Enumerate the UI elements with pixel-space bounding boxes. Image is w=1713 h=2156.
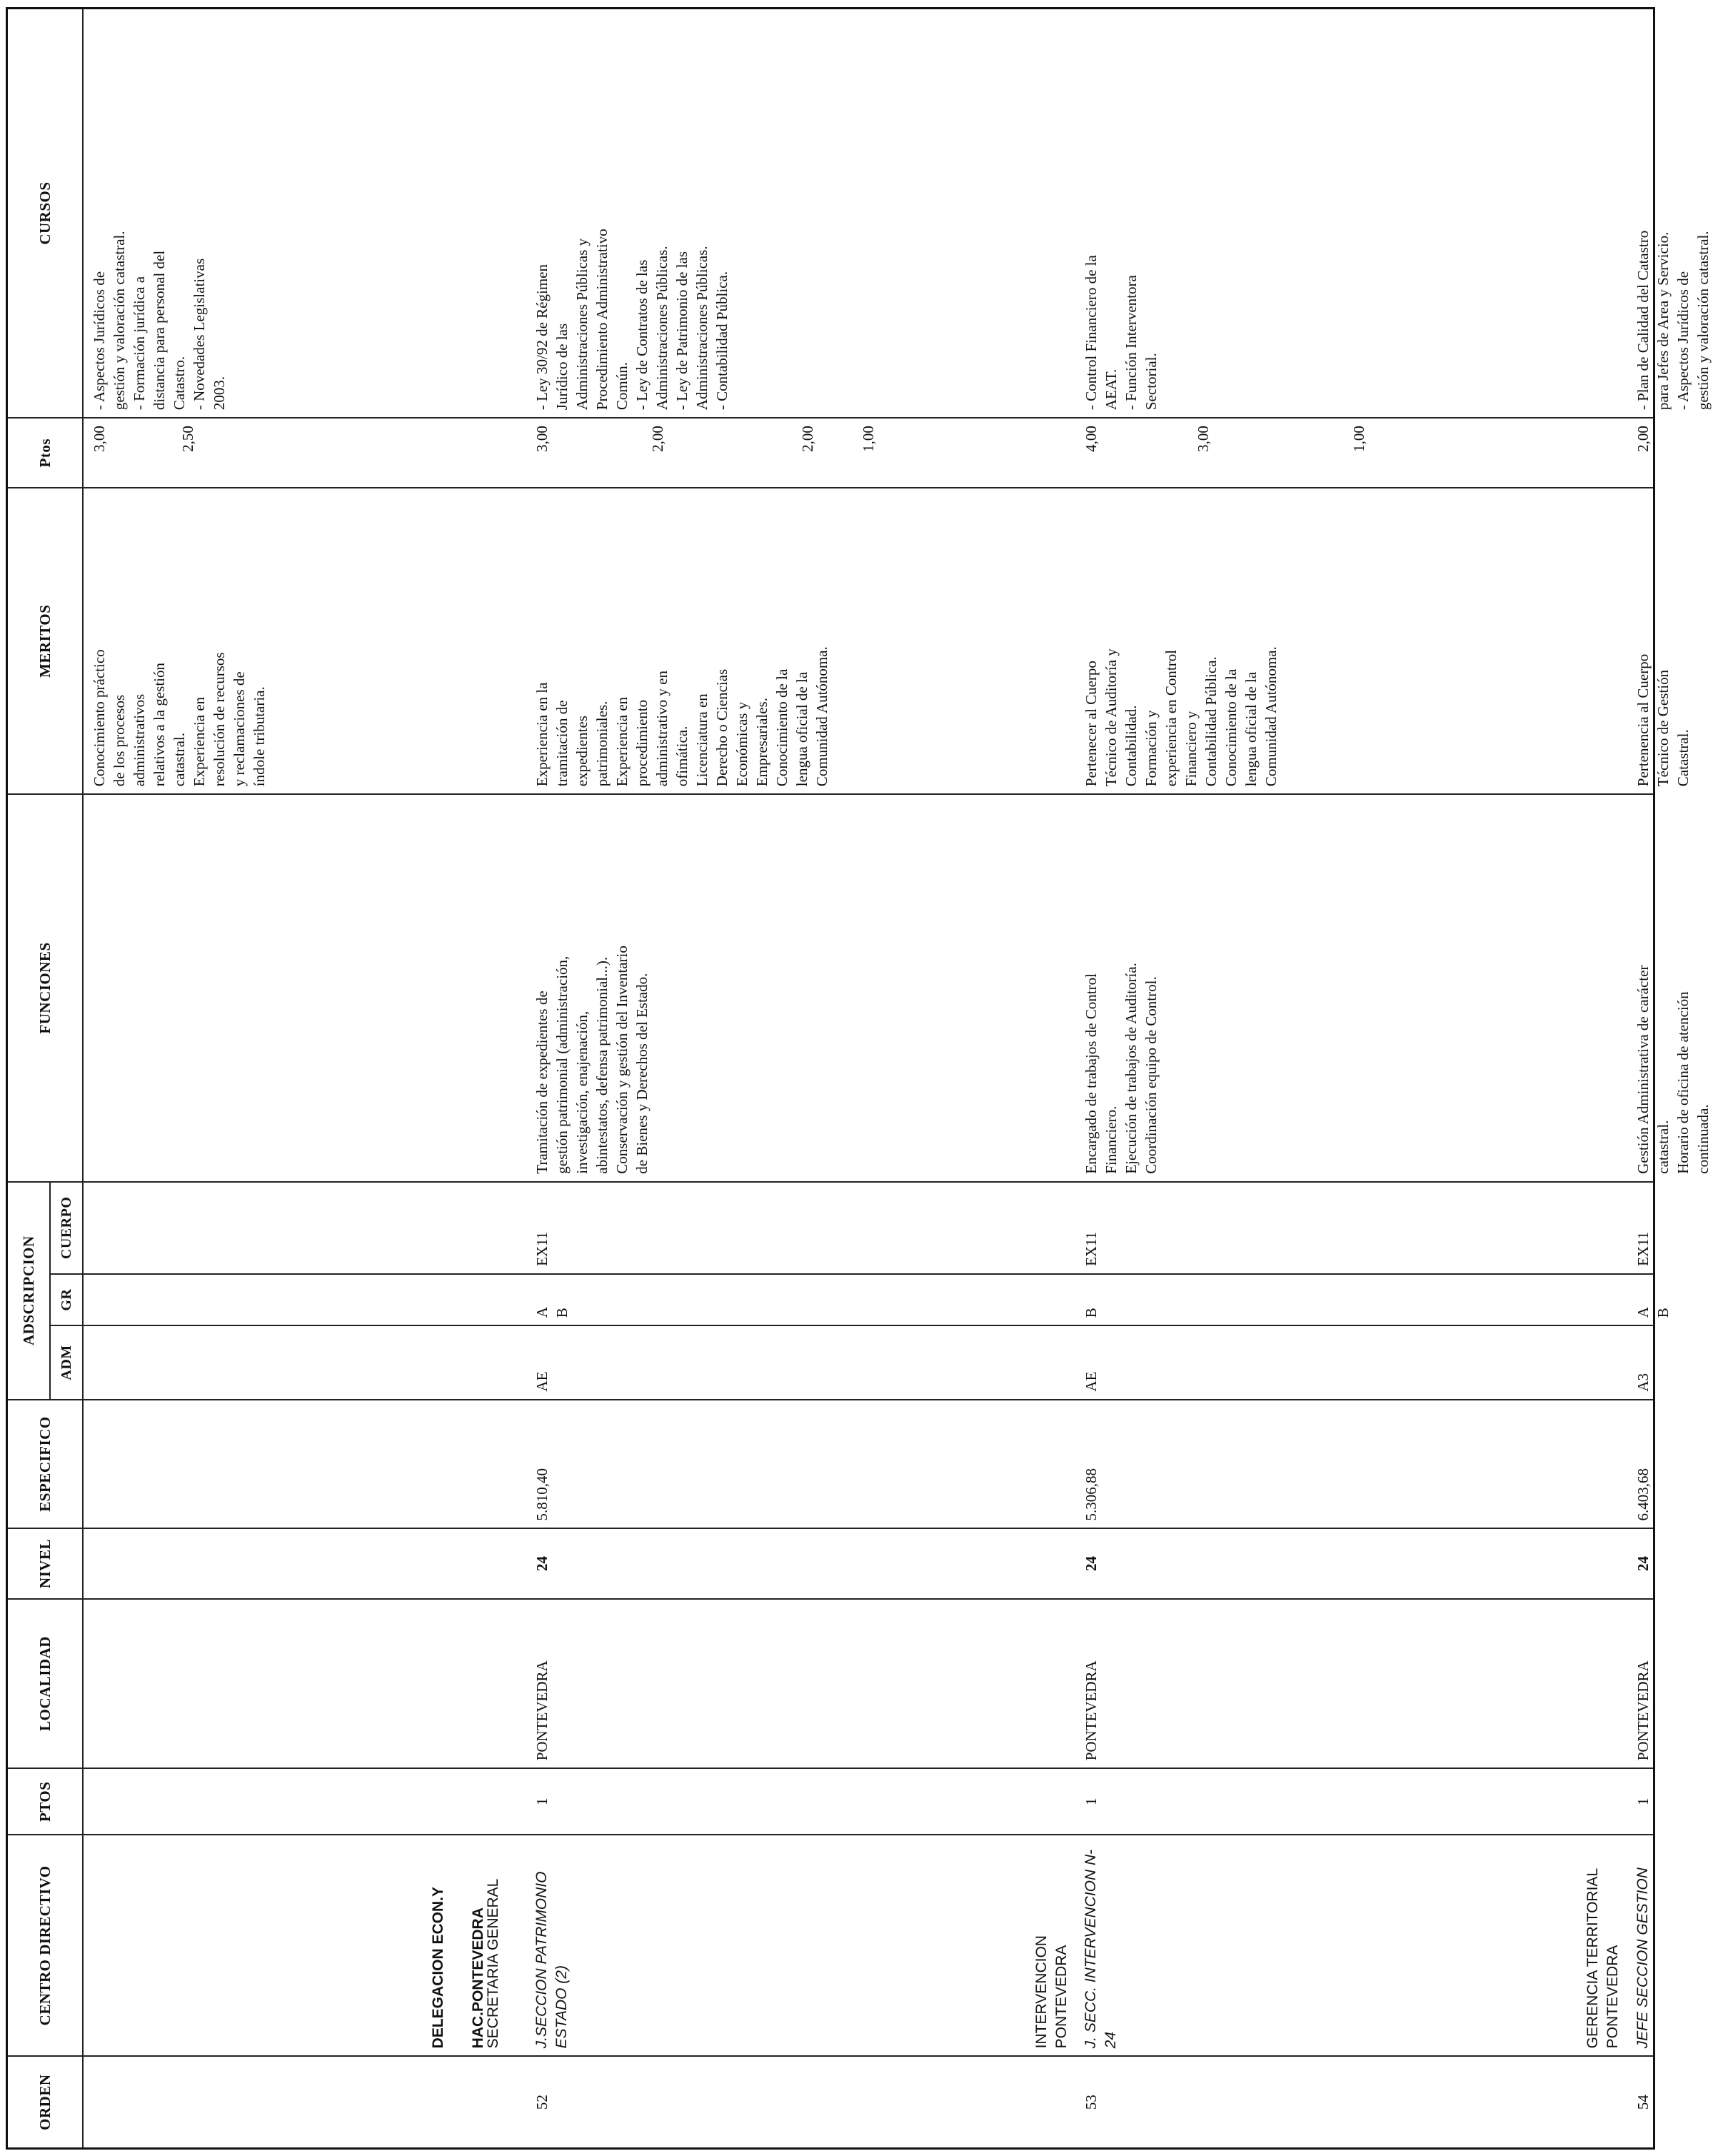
orden-54: 54 [1634,2095,1652,2110]
funciones-52: Tramitación de expedientes de gestión patrimonial (administración, investigación, enajenación, abintestatos, defensa patrimonial...). Conservación y gestión del Inventario de Bienes y Derechos del Estado. [533,946,651,1174]
col-cursos [83,9,1712,418]
col-adm [83,1325,1654,1399]
pts-52-3: 2,00 [799,426,817,452]
header-cuerpo: CUERPO [50,1182,83,1274]
localidad-52: PONTEVEDRA [533,1660,551,1761]
cursos-54: - Plan de Calidad del Catastro para Jefes de Area y Servicio. - Aspectos Jurídicos de gestión y valoración catastral. [1634,230,1712,411]
funciones-53: Encargado de trabajos de Control Financiero. Ejecución de trabajos de Auditoría. Coordinación equipo de Control. [1082,963,1160,1174]
section-line-3: SECRETARIA GENERAL [485,1878,502,2049]
nivel-52: 24 [533,1556,551,1572]
col-funciones [83,794,1712,1182]
pts-prev-2: 2,50 [179,426,197,452]
col-pts [83,418,1654,488]
header-row-1 [7,9,51,2149]
section-line-1: DELEGACION ECON.Y [430,1886,447,2049]
col-cuerpo [83,1182,1654,1274]
meritos-prev: Conocimiento práctico de los procesos administrativos relativos a la gestión catastral. Experiencia en resolución de recursos y reclamaciones de índole tributaria. [91,649,268,787]
orden-53: 53 [1082,2095,1100,2110]
meritos-53: Pertenecer al Cuerpo Técnico de Auditoría y Contabilidad. Formación y experiencia en Control Financiero y Contabilidad Pública. Conocimiento de la lengua oficial de la Comunidad Autónoma. [1082,646,1280,787]
ptos-54: 1 [1634,1797,1652,1806]
gr-52: A B [533,1307,571,1318]
header-gr: GR [50,1274,83,1325]
nivel-53: 24 [1082,1556,1100,1572]
col-gr [83,1274,1672,1325]
especifico-52: 5.810,40 [533,1468,551,1521]
header-funciones: FUNCIONES [7,794,84,1182]
orden-52: 52 [533,2095,551,2110]
pts-54-1: 2,00 [1634,426,1652,452]
unit-53: INTERVENCION PONTEVEDRA [1033,1935,1070,2049]
adm-53: AE [1082,1371,1100,1392]
col-nivel [83,1528,1654,1598]
col-meritos [83,488,1692,794]
header-cursos: CURSOS [7,9,84,418]
funciones-54: Gestión Administrativa de carácter catastral. Horario de oficina de atención continuada. [1634,965,1712,1174]
gr-54: A B [1634,1307,1672,1318]
cursos-53: - Control Financiero de la AEAT. - Función Interventora Sectorial. [1082,255,1160,411]
header-adscripcion: ADSCRIPCION [7,1182,51,1400]
section-line-2: HAC.PONTEVEDRA [470,1907,487,2049]
header-meritos: MERITOS [7,488,84,794]
adm-54: A3 [1634,1373,1652,1392]
ptos-53: 1 [1082,1797,1100,1806]
puesto-52: J.SECCION PATRIMONIO ESTADO (2) [533,1871,571,2049]
col-orden [83,2056,1654,2148]
pts-53-2: 3,00 [1195,426,1212,452]
gr-53: B [1082,1308,1100,1318]
cuerpo-53: EX11 [1082,1231,1100,1266]
rotated-page [6,7,1712,2150]
meritos-54: Pertenencia al Cuerpo Técnico de Gestión Catastral. [1634,653,1692,787]
header-orden: ORDEN [7,2056,84,2148]
header-especifico: ESPECIFICO [7,1400,84,1529]
header-adm: ADM [50,1325,83,1399]
unit-54: GERENCIA TERRITORIAL PONTEVEDRA [1584,1867,1622,2049]
localidad-53: PONTEVEDRA [1082,1660,1100,1761]
pts-52-4: 1,00 [860,426,878,452]
header-centro: CENTRO DIRECTIVO [7,1835,84,2056]
nivel-54: 24 [1634,1556,1652,1572]
body-row [83,9,1654,2149]
header-ptos: PTOS [7,1768,84,1835]
header-pts: Ptos [7,418,84,488]
pts-53-3: 1,00 [1350,426,1368,452]
cursos-52: - Ley 30/92 de Régimen Jurídico de las Administraciones Públicas y Procedimiento Administrativo Común. - Ley de Contratos de las Administraciones Públicas. - Ley de Patrimonio de las Administraciones Públicas. - Contabilidad Pública. [533,229,731,411]
localidad-54: PONTEVEDRA [1634,1660,1652,1761]
pts-53-1: 4,00 [1082,426,1100,452]
job-positions-table [6,7,1712,2150]
pts-52-1: 3,00 [533,426,551,452]
cuerpo-52: EX11 [533,1231,551,1266]
col-centro [83,1835,1654,2056]
especifico-54: 6.403,68 [1634,1468,1652,1521]
puesto-53: J. SECC. INTERVENCION N-24 [1082,1849,1120,2049]
puesto-54: JEFE SECCION GESTION [1634,1867,1652,2049]
cursos-prev: - Aspectos Jurídicos de gestión y valoración catastral. - Formación jurídica a distancia para personal del Catastro. - Novedades Legislativas 2003. [91,231,228,411]
col-especifico [83,1400,1654,1529]
header-localidad: LOCALIDAD [7,1599,84,1769]
cuerpo-54: EX11 [1634,1231,1652,1266]
pts-52-2: 2,00 [649,426,667,452]
header-nivel: NIVEL [7,1528,84,1598]
meritos-52: Experiencia en la tramitación de expedientes patrimoniales. Experiencia en procedimiento administrativo y en ofimática. Licenciatura en Derecho o Ciencias Económicas y Empresariales. Conocimiento de la lengua oficial de la Comunidad Autónoma. [533,646,831,787]
pts-prev-1: 3,00 [91,426,109,452]
adm-52: AE [533,1371,551,1392]
ptos-52: 1 [533,1797,551,1806]
especifico-53: 5.306,88 [1082,1468,1100,1521]
col-localidad [83,1599,1654,1769]
col-ptos [83,1768,1654,1835]
